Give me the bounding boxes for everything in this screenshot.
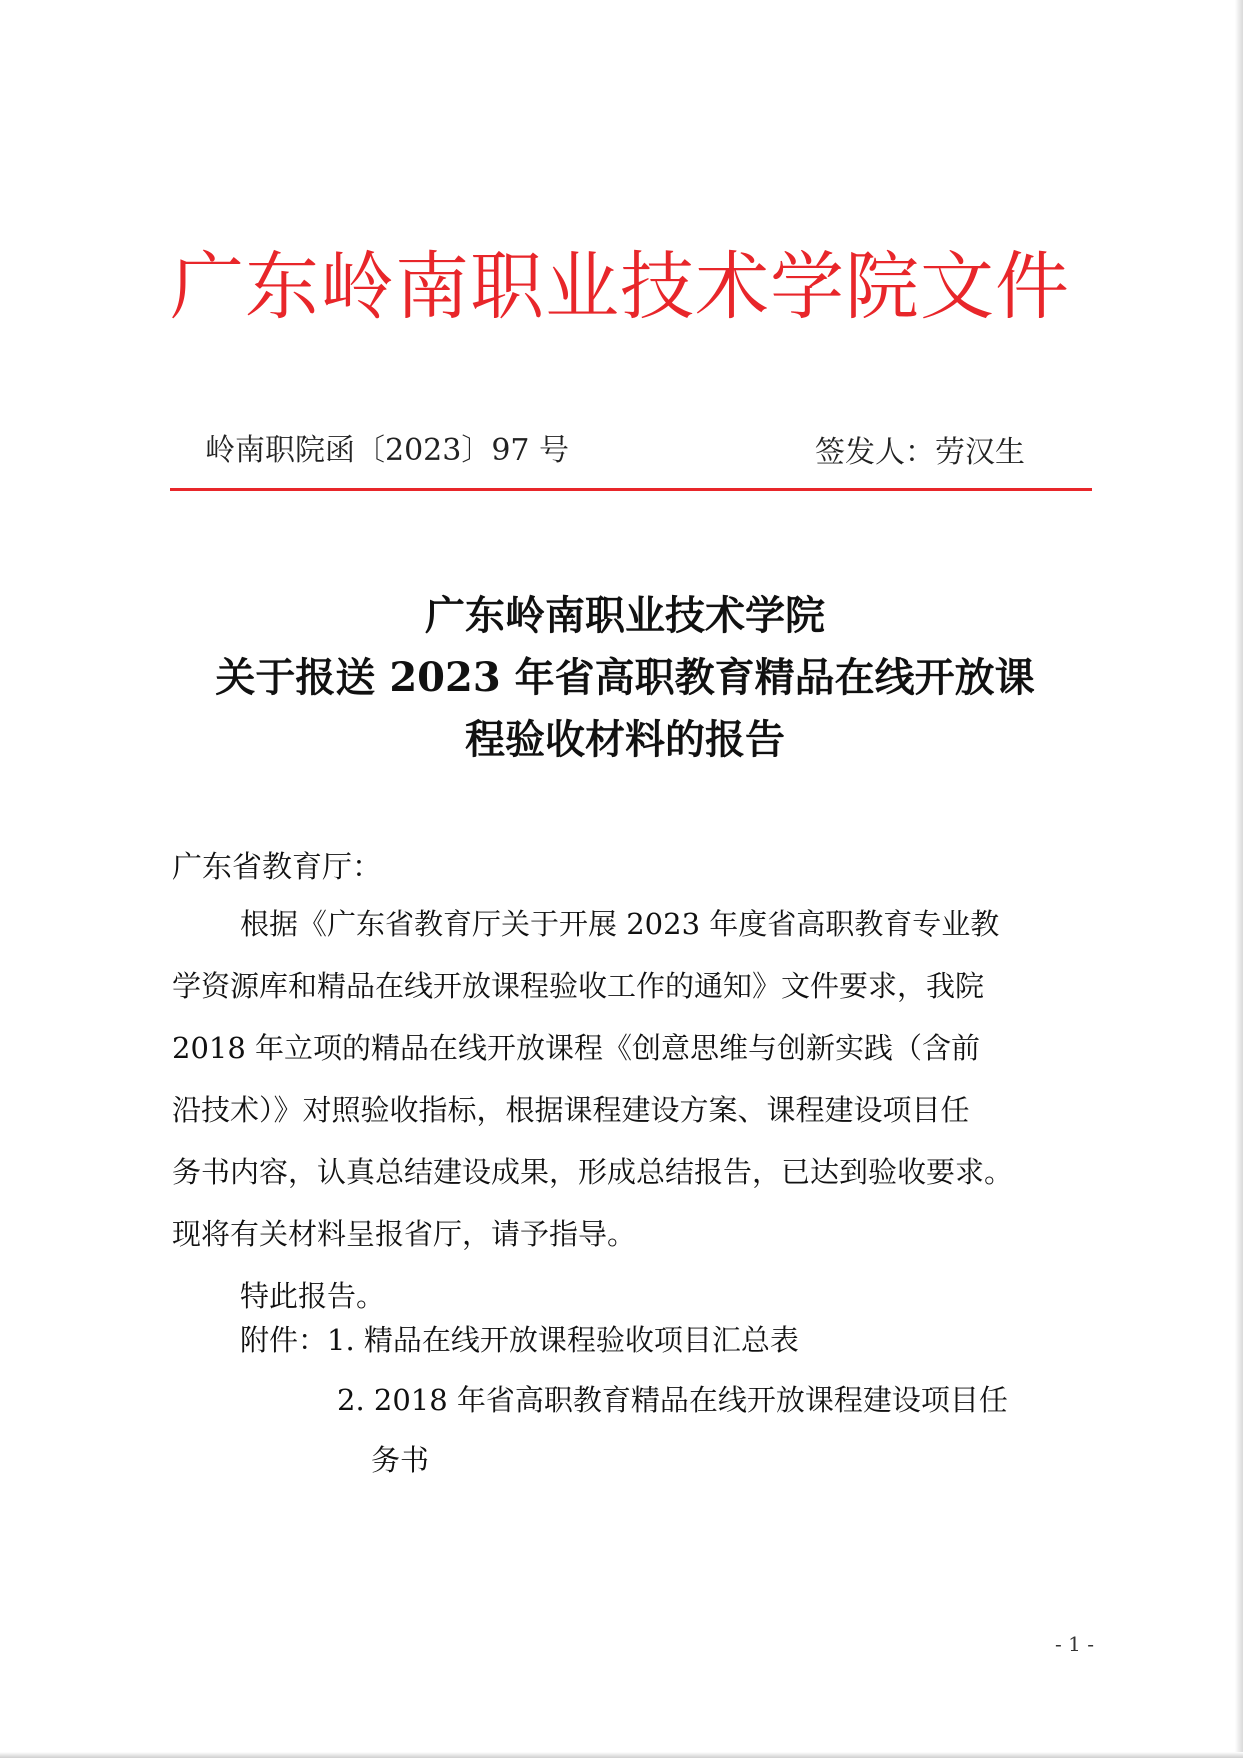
body-line-2: 学资源库和精品在线开放课程验收工作的通知》文件要求，我院 <box>172 969 985 1003</box>
body-line-1: 根据《广东省教育厅关于开展 2023 年度省高职教育专业教 <box>240 907 1000 941</box>
page-number: - 1 - <box>1055 1632 1094 1656</box>
document-number: 岭南职院函〔2023〕97 号 <box>205 433 570 468</box>
attachment-item-1 <box>240 1310 1100 1370</box>
report-title-line-3: 程验收材料的报告 <box>465 716 785 763</box>
attachments-list <box>240 1310 1100 1490</box>
body-line-5: 务书内容，认真总结建设成果，形成总结报告，已达到验收要求。 <box>172 1155 1014 1189</box>
body-line-4: 沿技术）》对照验收指标，根据课程建设方案、课程建设项目任 <box>172 1093 970 1127</box>
letterhead-divider <box>170 488 1092 491</box>
report-title-line-1: 广东岭南职业技术学院 <box>425 592 825 639</box>
salutation: 广东省教育厅： <box>172 850 382 885</box>
report-title <box>150 585 1100 771</box>
report-body <box>172 893 1092 1327</box>
report-title-line-2: 关于报送 2023 年省高职教育精品在线开放课 <box>215 654 1035 701</box>
body-line-3: 2018 年立项的精品在线开放课程《创意思维与创新实践（含前 <box>172 1031 981 1065</box>
scan-edge-bottom <box>0 1752 1243 1758</box>
body-line-6: 现将有关材料呈报省厅，请予指导。 <box>172 1217 637 1251</box>
attachment-item-2-continued: 务书 <box>371 1443 430 1477</box>
attachment-item-2: 2. 2018 年省高职教育精品在线开放课程建设项目任 <box>337 1383 1008 1417</box>
letterhead-title: 广东岭南职业技术学院文件 <box>170 244 1070 330</box>
signer-label: 签发人：劳汉生 <box>815 435 1025 470</box>
scan-edge-right <box>1235 0 1243 1758</box>
closing-line: 特此报告。 <box>240 1279 386 1313</box>
attachment-item-1-text: 1. 精品在线开放课程验收项目汇总表 <box>327 1323 799 1357</box>
attachments-label: 附件： <box>240 1323 328 1357</box>
